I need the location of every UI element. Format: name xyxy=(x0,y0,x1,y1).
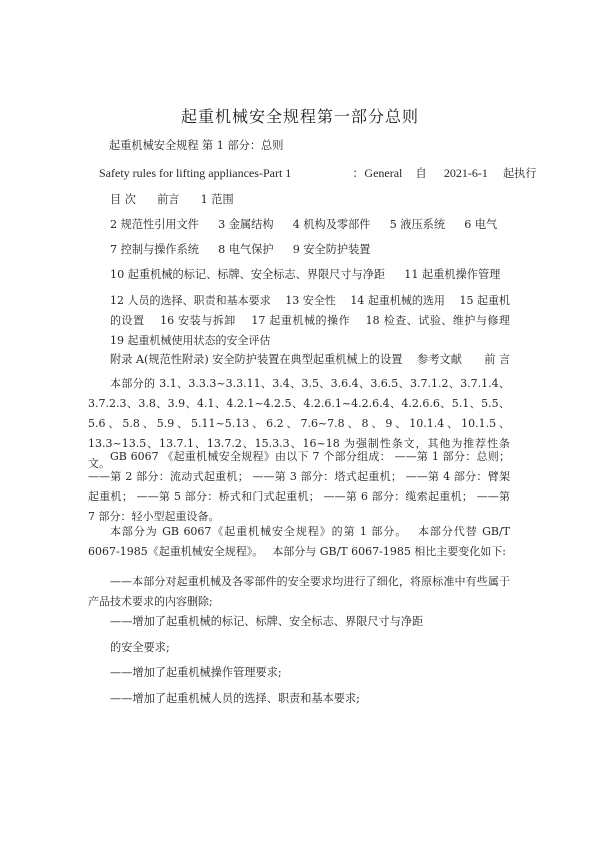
toc-item: 9 安全防护装置 xyxy=(292,243,371,256)
change-item-continued: 的安全要求; xyxy=(110,641,170,654)
change-item: ——增加了起重机械人员的选择、职责和基本要求; xyxy=(110,692,360,705)
english-title: Safety rules for lifting appliances-Part 1 xyxy=(99,166,292,180)
change-item: ——本部分对起重机械及各零部件的安全要求均进行了细化，将原标准中有些属于产品技术要求的内容删除; xyxy=(88,575,510,608)
toc-label: 目 次 xyxy=(110,193,136,206)
subtitle: 起重机械安全规程 第 1 部分：总则 xyxy=(109,139,284,152)
toc-item: 8 电气保护 xyxy=(218,243,274,256)
toc-item: 10 起重机械的标记、标牌、安全标志、界限尺寸与净距 xyxy=(110,268,386,281)
toc-line-4 xyxy=(110,268,500,282)
toc-line-2 xyxy=(110,218,497,232)
toc-item: 2 规范性引用文件 xyxy=(110,218,199,231)
effective-suffix: 起执行 xyxy=(502,167,537,180)
toc-item: 6 电气 xyxy=(464,218,498,231)
change-item: ——增加了起重机械操作管理要求; xyxy=(110,666,282,679)
appendix-line: 附录 A(规范性附录) 安全防护装置在典型起重机械上的设置 参考文献 前 言 xyxy=(110,353,511,366)
mandatory-clauses-paragraph: 本部分的 3.1、3.3.3~3.3.11、3.4、3.5、3.6.4、3.6.5、3.7.1.2、3.7.1.4、3.7.2.3、3.8、3.9、4.1、4.2.1~4.2.5、4.2.6.1~4.2.6.4、4.2.6.6、5.1、5.5、5.6、5.8、5.9、5.11~5.13、6.2、7.6~7.8、8、9、10.1.4、10.1.5、13.3~13.5、13.7.1、13.7.2、15.3.3、16~18 为强制性条文，其他为推荐性条文。 xyxy=(88,377,510,470)
toc-item: 11 起重机操作管理 xyxy=(404,268,501,281)
page-title: 起重机械安全规程第一部分总则 xyxy=(180,107,419,126)
toc-line-3 xyxy=(110,243,371,257)
effective-date: 2021-6-1 xyxy=(443,166,488,180)
toc-item: 7 控制与操作系统 xyxy=(110,243,199,256)
toc-item: 4 机构及零部件 xyxy=(292,218,371,231)
toc-item: 5 液压系统 xyxy=(389,218,446,231)
toc-paragraph: 12 人员的选择、职责和基本要求 13 安全性 14 起重机械的选用 15 起重机的设置 16 安装与拆卸 17 起重机械的操作 18 检查、试验、维护与修理 19 起重机械使用状态的安全评估 xyxy=(110,294,525,347)
change-item: ——增加了起重机械的标记、标牌、安全标志、界限尺寸与净距 xyxy=(110,615,424,628)
english-title-line xyxy=(99,166,537,181)
toc-preface: 前言 xyxy=(157,193,180,206)
effective-prefix: 自 xyxy=(415,167,427,180)
toc-scope: 1 范围 xyxy=(200,193,234,206)
gb-parts-paragraph: GB 6067 《起重机械安全规程》由以下 7 个部分组成： ——第 1 部分：总则； ——第 2 部分：流动式起重机； ——第 3 部分：塔式起重机； ——第 4 部分：臂架起重机； ——第 5 部分：桥式和门式起重机； ——第 6 部分：缆索起重机； ——第 7 部分：轻小型起重设备。 xyxy=(88,450,510,523)
english-general: ：General xyxy=(352,166,403,180)
toc-line-1 xyxy=(110,193,234,207)
toc-item: 3 金属结构 xyxy=(218,218,274,231)
replacement-paragraph: 本部分为 GB 6067《起重机械安全规程》的第 1 部分。 本部分代替 GB/T 6067-1985《起重机械安全规程》。 本部分与 GB/T 6067-1985 相比主要变化如下: xyxy=(88,525,510,558)
